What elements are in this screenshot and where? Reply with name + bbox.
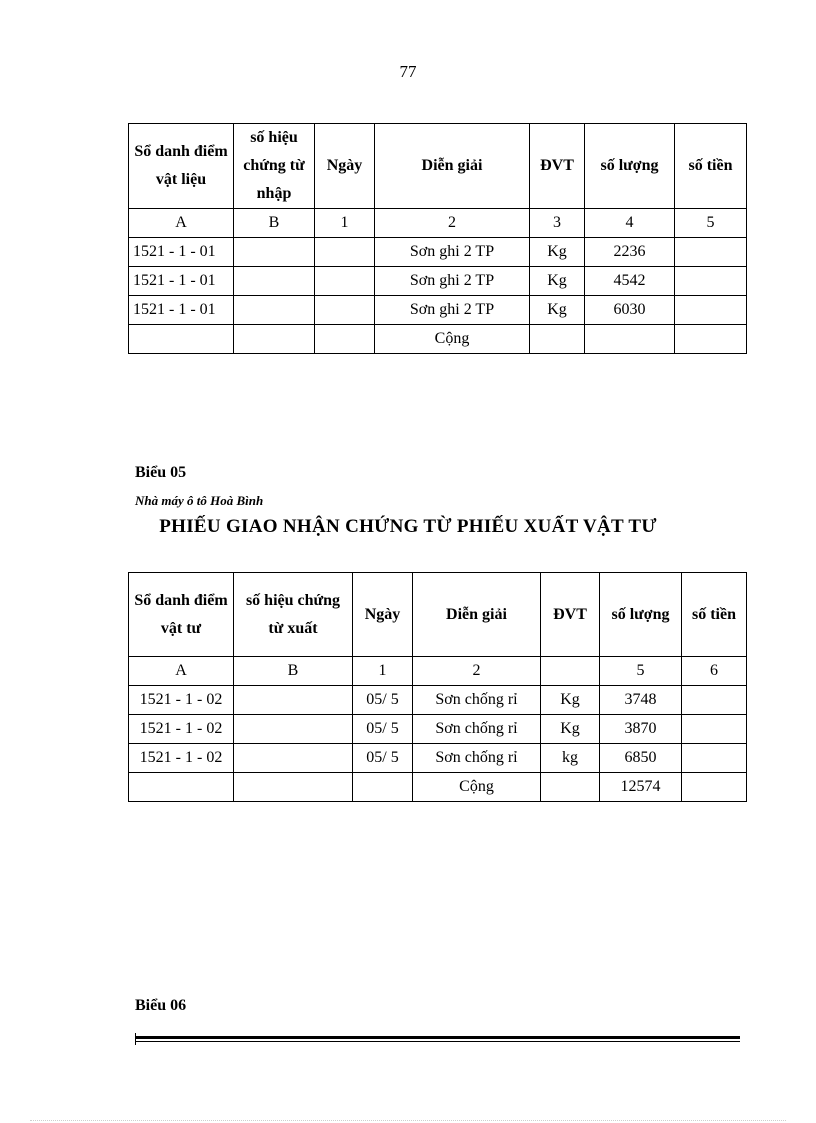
col-header-unit: ĐVT: [530, 124, 585, 209]
next-form-label: Biểu 06: [135, 997, 187, 1014]
index-cell: 1: [315, 209, 375, 238]
index-cell: 3: [530, 209, 585, 238]
unit-cell: Kg: [541, 686, 600, 715]
material-code-cell: 1521 - 1 - 01: [129, 267, 234, 296]
quantity-cell: 3870: [600, 715, 682, 744]
empty-cell: [541, 773, 600, 802]
empty-cell: [530, 325, 585, 354]
col-header-quantity: số lượng: [600, 573, 682, 657]
index-cell: 4: [585, 209, 675, 238]
material-code-cell: 1521 - 1 - 01: [129, 238, 234, 267]
form-label: Biểu 05: [135, 464, 187, 481]
index-cell: 1: [353, 657, 413, 686]
total-quantity: 12574: [600, 773, 682, 802]
material-code-cell: 1521 - 1 - 02: [129, 744, 234, 773]
amount-cell: [682, 744, 747, 773]
quantity-cell: 2236: [585, 238, 675, 267]
material-code-cell: 1521 - 1 - 02: [129, 686, 234, 715]
table-row: [129, 238, 747, 267]
table-row: [129, 744, 747, 773]
empty-cell: [234, 325, 315, 354]
date-cell: 05/ 5: [353, 686, 413, 715]
unit-cell: Kg: [541, 715, 600, 744]
header-row: [129, 573, 747, 657]
description-cell: Sơn ghi 2 TP: [375, 267, 530, 296]
voucher-cell: [234, 238, 315, 267]
col-header-material-code: Sổ danh điểm vật liệu: [129, 124, 234, 209]
issue-ledger-table: [128, 572, 747, 802]
index-cell: 2: [413, 657, 541, 686]
quantity-cell: 6030: [585, 296, 675, 325]
date-cell: [315, 267, 375, 296]
index-cell: [541, 657, 600, 686]
amount-cell: [682, 686, 747, 715]
col-header-description: Diễn giải: [375, 124, 530, 209]
date-cell: [315, 296, 375, 325]
col-header-date: Ngày: [353, 573, 413, 657]
date-cell: 05/ 5: [353, 744, 413, 773]
amount-cell: [682, 715, 747, 744]
date-cell: 05/ 5: [353, 715, 413, 744]
index-cell: 5: [675, 209, 747, 238]
index-cell: 2: [375, 209, 530, 238]
receipt-ledger-table: [128, 123, 747, 354]
header-row: [129, 124, 747, 209]
index-row: [129, 209, 747, 238]
unit-cell: Kg: [530, 238, 585, 267]
index-row: [129, 657, 747, 686]
empty-cell: [234, 773, 353, 802]
empty-cell: [675, 325, 747, 354]
amount-cell: [675, 296, 747, 325]
index-cell: B: [234, 209, 315, 238]
table-row: [129, 686, 747, 715]
page-number: 77: [399, 62, 417, 81]
material-code-cell: 1521 - 1 - 02: [129, 715, 234, 744]
col-header-quantity: số lượng: [585, 124, 675, 209]
description-cell: Sơn ghi 2 TP: [375, 296, 530, 325]
unit-cell: Kg: [530, 296, 585, 325]
col-header-description: Diễn giải: [413, 573, 541, 657]
amount-cell: [675, 267, 747, 296]
page-footer-divider: [30, 1120, 786, 1121]
total-row: [129, 325, 747, 354]
voucher-cell: [234, 686, 353, 715]
date-cell: [315, 238, 375, 267]
amount-cell: [675, 238, 747, 267]
total-label: Cộng: [413, 773, 541, 802]
empty-cell: [129, 773, 234, 802]
total-row: [129, 773, 747, 802]
col-header-voucher-number: số hiệu chứng từ xuất: [234, 573, 353, 657]
form-title: PHIẾU GIAO NHẬN CHỨNG TỪ PHIẾU XUẤT VẬT TƯ: [159, 516, 657, 537]
col-header-date: Ngày: [315, 124, 375, 209]
empty-cell: [129, 325, 234, 354]
index-cell: B: [234, 657, 353, 686]
description-cell: Sơn chống rỉ: [413, 686, 541, 715]
index-cell: A: [129, 209, 234, 238]
col-header-amount: số tiền: [682, 573, 747, 657]
col-header-unit: ĐVT: [541, 573, 600, 657]
material-code-cell: 1521 - 1 - 01: [129, 296, 234, 325]
description-cell: Sơn chống rỉ: [413, 744, 541, 773]
unit-cell: kg: [541, 744, 600, 773]
index-cell: 5: [600, 657, 682, 686]
voucher-cell: [234, 296, 315, 325]
quantity-cell: 3748: [600, 686, 682, 715]
description-cell: Sơn ghi 2 TP: [375, 238, 530, 267]
empty-cell: [315, 325, 375, 354]
table-row: [129, 715, 747, 744]
quantity-cell: 6850: [600, 744, 682, 773]
total-quantity: [585, 325, 675, 354]
horizontal-rule: [135, 1036, 740, 1042]
empty-cell: [682, 773, 747, 802]
index-cell: A: [129, 657, 234, 686]
col-header-amount: số tiền: [675, 124, 747, 209]
col-header-voucher-number: số hiệu chứng từ nhập: [234, 124, 315, 209]
index-cell: 6: [682, 657, 747, 686]
table-row: [129, 296, 747, 325]
description-cell: Sơn chống rỉ: [413, 715, 541, 744]
table-row: [129, 267, 747, 296]
col-header-material-code: Sổ danh điểm vật tư: [129, 573, 234, 657]
total-label: Cộng: [375, 325, 530, 354]
voucher-cell: [234, 267, 315, 296]
voucher-cell: [234, 744, 353, 773]
voucher-cell: [234, 715, 353, 744]
empty-cell: [353, 773, 413, 802]
factory-name: Nhà máy ô tô Hoà Bình: [135, 493, 264, 508]
quantity-cell: 4542: [585, 267, 675, 296]
unit-cell: Kg: [530, 267, 585, 296]
